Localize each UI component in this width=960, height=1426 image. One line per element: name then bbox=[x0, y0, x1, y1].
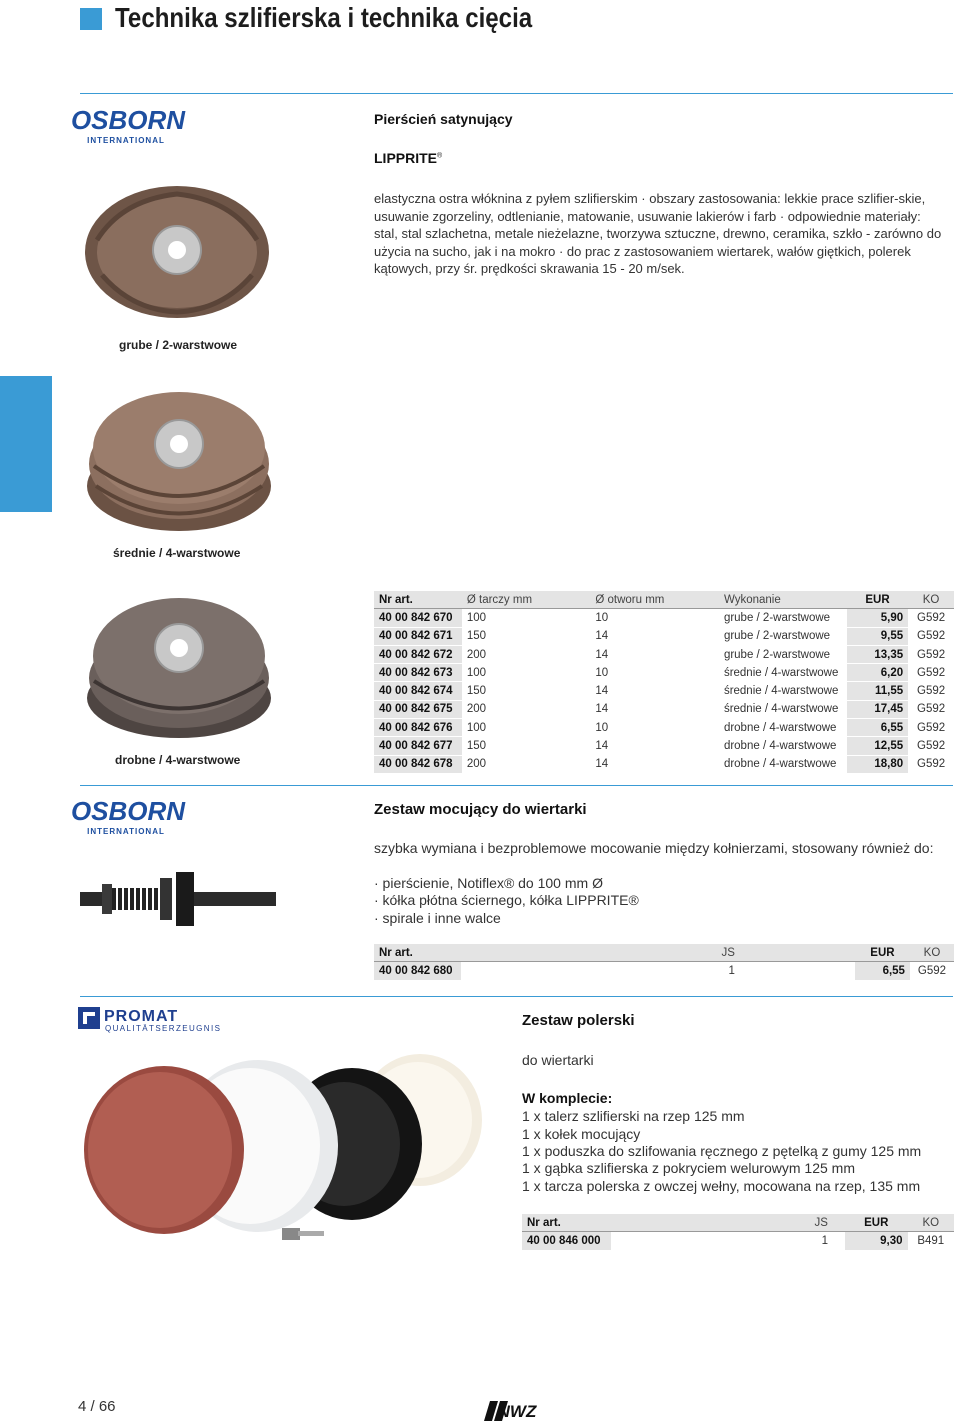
row-hole-diameter: 10 bbox=[590, 609, 719, 627]
row-version: grube / 2-warstwowe bbox=[719, 645, 847, 663]
row-art-no: 40 00 842 677 bbox=[374, 737, 462, 755]
table-row bbox=[374, 700, 954, 718]
row-disc-diameter: 150 bbox=[462, 627, 590, 645]
row2-ko: G592 bbox=[910, 962, 954, 980]
row-hole-diameter: 10 bbox=[590, 664, 719, 682]
row-art-no: 40 00 842 678 bbox=[374, 755, 462, 773]
mount-set-description: szybka wymiana i bezproblemowe mocowanie między kołnierzami, stosowany również do: bbox=[374, 840, 934, 856]
row-hole-diameter: 14 bbox=[590, 737, 719, 755]
mount-set-title: Zestaw mocujący do wiertarki bbox=[374, 801, 587, 818]
row-eur: 6,55 bbox=[847, 719, 908, 737]
row-hole-diameter: 14 bbox=[590, 700, 719, 718]
col-eur: EUR bbox=[847, 591, 908, 609]
product-table-2 bbox=[374, 944, 954, 981]
section-divider-2 bbox=[80, 785, 953, 786]
row-disc-diameter: 200 bbox=[462, 645, 590, 663]
table-row bbox=[374, 719, 954, 737]
mount-set-bullet-1: · pierścienie, Notiflex® do 100 mm Ø bbox=[374, 875, 603, 891]
col-version: Wykonanie bbox=[719, 591, 847, 609]
row-ko: G592 bbox=[908, 645, 954, 663]
row-disc-diameter: 100 bbox=[462, 664, 590, 682]
caption-medium: średnie / 4-warstwowe bbox=[113, 546, 241, 560]
row-disc-diameter: 150 bbox=[462, 682, 590, 700]
product-table-1 bbox=[374, 591, 954, 774]
mount-set-bullet-2: · kółka płótna ściernego, kółka LIPPRITE® bbox=[374, 892, 639, 908]
row2-js: 1 bbox=[461, 962, 855, 980]
row-eur: 11,55 bbox=[847, 682, 908, 700]
row-version: grube / 2-warstwowe bbox=[719, 609, 847, 627]
row-ko: G592 bbox=[908, 682, 954, 700]
kit-item-3: 1 x poduszka do szlifowania ręcznego z pętelką z gumy 125 mm bbox=[522, 1143, 922, 1159]
polish-set-title: Zestaw polerski bbox=[522, 1012, 635, 1029]
product-title: Pierścień satynujący bbox=[374, 111, 513, 127]
osborn-logo-sub: INTERNATIONAL bbox=[87, 136, 165, 145]
kit-item-4: 1 x gąbka szlifierska z pokryciem welurowym 125 mm bbox=[522, 1160, 855, 1176]
col2-art-no: Nr art. bbox=[374, 944, 461, 962]
row-disc-diameter: 100 bbox=[462, 609, 590, 627]
table2-header-row bbox=[374, 944, 954, 962]
side-tab-marker bbox=[0, 376, 52, 512]
row-eur: 17,45 bbox=[847, 700, 908, 718]
kit-item-2: 1 x kołek mocujący bbox=[522, 1126, 641, 1142]
satin-wheel-image-3 bbox=[84, 586, 274, 747]
row3-ko: B491 bbox=[908, 1232, 954, 1250]
row-eur: 6,20 bbox=[847, 664, 908, 682]
table-row bbox=[374, 962, 954, 980]
row-hole-diameter: 14 bbox=[590, 682, 719, 700]
mount-set-bullet-3: · spirale i inne walce bbox=[374, 910, 501, 926]
osborn-logo-text-2: OSBORN bbox=[70, 796, 186, 826]
row-disc-diameter: 200 bbox=[462, 700, 590, 718]
row2-eur: 6,55 bbox=[855, 962, 910, 980]
row-hole-diameter: 14 bbox=[590, 755, 719, 773]
caption-coarse: grube / 2-warstwowe bbox=[119, 338, 238, 352]
kit-item-5: 1 x tarcza polerska z owczej wełny, mocowana na rzep, 135 mm bbox=[522, 1178, 921, 1194]
product-table-3 bbox=[522, 1214, 954, 1251]
row-hole-diameter: 10 bbox=[590, 719, 719, 737]
promat-logo-text: PROMAT bbox=[104, 1008, 179, 1025]
row-art-no: 40 00 842 676 bbox=[374, 719, 462, 737]
osborn-logo-text: OSBORN bbox=[70, 105, 186, 135]
row-version: średnie / 4-warstwowe bbox=[719, 664, 847, 682]
col3-eur: EUR bbox=[845, 1214, 908, 1232]
table-row bbox=[374, 755, 954, 773]
col2-eur: EUR bbox=[855, 944, 910, 962]
nwz-logo-text: NWZ bbox=[497, 1402, 537, 1421]
row3-js: 1 bbox=[611, 1232, 845, 1250]
row-eur: 5,90 bbox=[847, 609, 908, 627]
row-hole-diameter: 14 bbox=[590, 627, 719, 645]
promat-logo bbox=[78, 1007, 228, 1038]
row-ko: G592 bbox=[908, 737, 954, 755]
osborn-logo-sub-2: INTERNATIONAL bbox=[87, 827, 165, 836]
table-header-row bbox=[374, 591, 954, 609]
row-version: drobne / 4-warstwowe bbox=[719, 719, 847, 737]
col-art-no: Nr art. bbox=[374, 591, 462, 609]
col3-js: JS bbox=[611, 1214, 845, 1232]
row-ko: G592 bbox=[908, 755, 954, 773]
row-version: drobne / 4-warstwowe bbox=[719, 737, 847, 755]
promat-logo-sub: QUALITÄTSERZEUGNIS bbox=[105, 1024, 222, 1033]
col2-ko: KO bbox=[910, 944, 954, 962]
row-disc-diameter: 100 bbox=[462, 719, 590, 737]
product-subtitle: LIPPRITE® bbox=[374, 150, 443, 166]
page-number: 4 / 66 bbox=[78, 1398, 116, 1415]
osborn-logo bbox=[70, 104, 186, 151]
row-version: średnie / 4-warstwowe bbox=[719, 682, 847, 700]
row-art-no: 40 00 842 672 bbox=[374, 645, 462, 663]
table-row bbox=[374, 645, 954, 663]
row-art-no: 40 00 842 675 bbox=[374, 700, 462, 718]
col-ko: KO bbox=[908, 591, 954, 609]
header-accent-square bbox=[80, 8, 102, 30]
row-art-no: 40 00 842 671 bbox=[374, 627, 462, 645]
row-version: średnie / 4-warstwowe bbox=[719, 700, 847, 718]
section-divider-3 bbox=[80, 996, 953, 997]
table-row bbox=[374, 737, 954, 755]
row3-art-no: 40 00 846 000 bbox=[522, 1232, 611, 1250]
row-ko: G592 bbox=[908, 609, 954, 627]
table-row bbox=[374, 609, 954, 627]
polish-set-image bbox=[82, 1052, 502, 1257]
row-art-no: 40 00 842 673 bbox=[374, 664, 462, 682]
col-hole-diameter: Ø otworu mm bbox=[590, 591, 719, 609]
mount-spindle-image bbox=[80, 866, 276, 937]
row-version: drobne / 4-warstwowe bbox=[719, 755, 847, 773]
col-disc-diameter: Ø tarczy mm bbox=[462, 591, 590, 609]
row-ko: G592 bbox=[908, 700, 954, 718]
nwz-logo bbox=[484, 1401, 550, 1426]
table3-header-row bbox=[522, 1214, 954, 1232]
row-ko: G592 bbox=[908, 719, 954, 737]
row-eur: 9,55 bbox=[847, 627, 908, 645]
osborn-logo-2 bbox=[70, 795, 186, 842]
table-row bbox=[374, 627, 954, 645]
row-version: grube / 2-warstwowe bbox=[719, 627, 847, 645]
row3-eur: 9,30 bbox=[845, 1232, 908, 1250]
row-eur: 13,35 bbox=[847, 645, 908, 663]
row-art-no: 40 00 842 674 bbox=[374, 682, 462, 700]
col3-art-no: Nr art. bbox=[522, 1214, 611, 1232]
row-ko: G592 bbox=[908, 664, 954, 682]
col3-ko: KO bbox=[908, 1214, 954, 1232]
polish-set-subtitle: do wiertarki bbox=[522, 1052, 594, 1068]
row-ko: G592 bbox=[908, 627, 954, 645]
row-eur: 12,55 bbox=[847, 737, 908, 755]
table-row bbox=[374, 682, 954, 700]
kit-item-1: 1 x talerz szlifierski na rzep 125 mm bbox=[522, 1108, 745, 1124]
section-divider bbox=[80, 93, 953, 94]
row-hole-diameter: 14 bbox=[590, 645, 719, 663]
row-art-no: 40 00 842 670 bbox=[374, 609, 462, 627]
row-disc-diameter: 200 bbox=[462, 755, 590, 773]
table-row bbox=[522, 1232, 954, 1250]
kit-title: W komplecie: bbox=[522, 1090, 613, 1106]
row2-art-no: 40 00 842 680 bbox=[374, 962, 461, 980]
satin-wheel-image-1 bbox=[82, 180, 272, 325]
satin-wheel-image-2 bbox=[84, 376, 274, 541]
col2-js: JS bbox=[461, 944, 855, 962]
page-title: Technika szlifierska i technika cięcia bbox=[115, 2, 533, 33]
table-row bbox=[374, 664, 954, 682]
row-disc-diameter: 150 bbox=[462, 737, 590, 755]
row-eur: 18,80 bbox=[847, 755, 908, 773]
caption-fine: drobne / 4-warstwowe bbox=[115, 753, 241, 767]
product-description: elastyczna ostra włóknina z pyłem szlifierskim · obszary zastosowania: lekkie prace szlifier-skie, usuwanie zgorzeliny, odtlenianie, matowanie, usuwanie lakierów i farb · odpowiednie materiały: stal, stal szlachetna, metale nieżelazne, tworzywa sztuczne, drewno, ceramika, szkło - zarówno do użycia na sucho, jak i na mokro · do prac z zastosowaniem wiertarek, wałów giętkich, polerek kątowych, przy śr. prędkości skrawania 15 - 20 m/sek. bbox=[374, 191, 942, 276]
